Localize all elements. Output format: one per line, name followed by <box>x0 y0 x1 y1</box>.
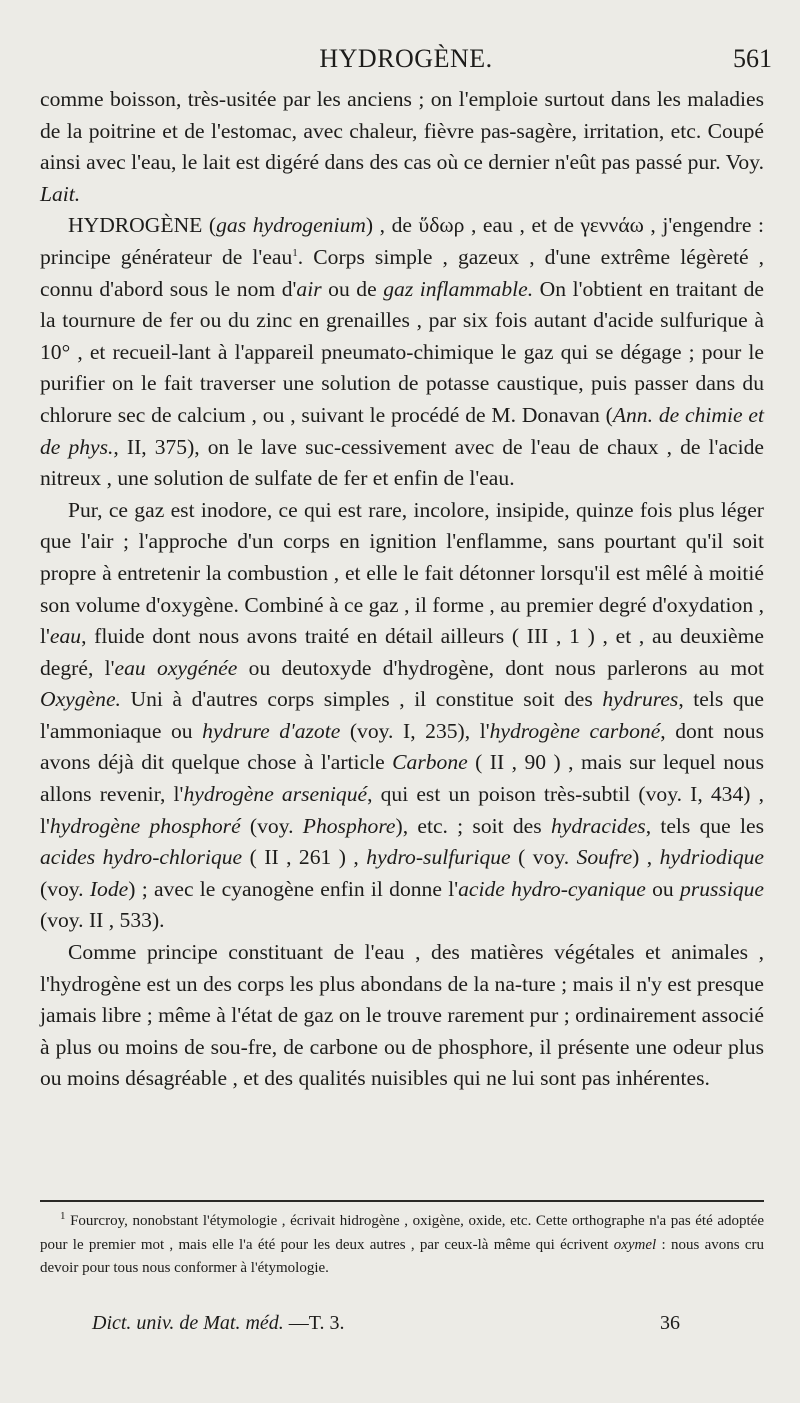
text-run: ou <box>645 876 681 901</box>
text-run: ) , de ὕδωρ , eau , et de γεννάω , j'engendre : principe générateur de l'eau <box>40 213 764 269</box>
text-run: (voy. I, 235), l' <box>340 718 490 743</box>
text-run: . Corps simple , gazeux , d'une extrême légèreté , connu d'abord sous le nom d' <box>40 244 764 301</box>
latin-name: gas hydrogenium <box>216 213 366 238</box>
paragraph-properties <box>40 495 764 937</box>
text-run: ( voy. <box>510 845 577 870</box>
text-run: , fluide dont nous avons traité en détail ailleurs ( III , 1 ) , et , au deuxième degré, l' <box>40 624 764 680</box>
italic-term: air <box>296 276 322 301</box>
text-run: ) , <box>632 845 660 870</box>
italic-term: acide hydro-cyanique <box>458 876 646 901</box>
text-run: ( II , 261 ) , <box>242 845 367 870</box>
sheet-number: 36 <box>660 1312 680 1334</box>
page-number: 561 <box>733 44 772 73</box>
cross-reference: Lait. <box>40 181 81 206</box>
italic-term: hydrures <box>602 687 679 712</box>
text-run: comme boisson, très-usitée par les anciens ; on l'emploie surtout dans les maladies de la poitrine et de l'estomac, avec chaleur, fièvre pas-sagère, irritation, etc. Coupé ainsi avec l'eau, le lait est digéré dans des cas où ce dernier n'eût pas passé pur. Voy. <box>40 87 764 175</box>
text-run: , qui est un poison très-subtil (voy. I, 434) , l' <box>40 782 764 838</box>
italic-term: Phosphore <box>302 813 396 838</box>
text-run: ou de <box>321 276 384 301</box>
text-run: On l'obtient en traitant de la tournure de fer ou du zinc en grenailles , par six fois autant d'acide sulfurique à 10° , et recueil-lant à l'appareil pneumato-chimique le gaz qui se dégage ; pour le purifier on le fait traverser une solution de potasse caustique, puis passer dans du chlorure sec de calcium , ou , suivant le procédé de M. Donavan ( <box>40 276 765 427</box>
italic-term: hydrure d'azote <box>202 718 341 743</box>
paragraph-abundance <box>40 937 764 1095</box>
italic-term: Iode <box>89 876 129 901</box>
italic-term: hydriodique <box>659 845 765 870</box>
text-run: : nous avons cru devoir pour tous nous conformer à l'étymologie. <box>40 1236 765 1276</box>
printer-signature <box>92 1312 345 1335</box>
text-run: (voy. II , 533). <box>40 908 165 933</box>
footnote-1 <box>40 1210 764 1281</box>
italic-term: eau oxygénée <box>114 655 238 680</box>
footnote-reference: 1 <box>292 246 298 259</box>
paragraph-hydrogene-entry <box>40 210 764 494</box>
footnote-divider <box>40 1200 764 1202</box>
running-title: HYDROGÈNE. <box>319 44 493 73</box>
page-footer <box>92 1312 680 1342</box>
text-run: (voy. <box>40 876 90 901</box>
text-run: , dont nous avons déjà dit quelque chose à l'article <box>40 718 764 775</box>
body-text <box>40 84 764 1095</box>
italic-term: hydro-sulfurique <box>366 845 511 870</box>
text-run: , tels que les <box>645 813 764 838</box>
text-run: , tels que l'ammoniaque ou <box>40 687 764 743</box>
text-run: Pur, ce gaz est inodore, ce qui est rare, incolore, insipide, quinze fois plus léger que l'air ; l'approche d'un corps en ignition l'enflamme, sans pourtant qu'il soit propre à entretenir la combustion , et elle le fait détonner lorsqu'il est mêlé à moitié son volume d'oxygène. Combiné à ce gaz , il forme , au premier degré d'oxydation , l' <box>40 497 764 649</box>
footnotes <box>40 1210 764 1281</box>
italic-term: prussique <box>680 876 764 901</box>
paragraph-milk-usage <box>40 84 764 210</box>
text-run: HYDROGÈNE ( <box>68 213 217 238</box>
running-head <box>40 44 772 84</box>
italic-term: Oxygène. <box>40 687 121 712</box>
text-run: Uni à d'autres corps simples , il constitue soit des <box>120 687 603 712</box>
signature-title: Dict. univ. de Mat. méd. <box>92 1312 284 1334</box>
italic-term: Soufre <box>576 845 633 870</box>
italic-term: hydrogène arseniqué <box>183 782 368 807</box>
italic-term: hydrogène phosphoré <box>49 813 241 838</box>
italic-term: Carbone <box>392 750 468 775</box>
text-run: Comme principe constituant de l'eau , des matières végétales et animales , l'hydrogène est un des corps les plus abondans de la na-ture ; mais il n'y est presque jamais libre ; même à l'état de gaz on le trouve rarement pur ; ordinairement associé à plus ou moins de sou-fre, de carbone ou de phosphore, il présente une odeur plus ou moins désagréable , et des qualités nuisibles qui ne lui sont pas inhérentes. <box>40 940 764 1091</box>
text-run: ( II , 90 ) , mais sur lequel nous allons revenir, l' <box>40 750 764 807</box>
text-run: , II, 375), on le lave suc-cessivement avec de l'eau de chaux , de l'acide nitreux , une solution de sulfate de fer et enfin de l'eau. <box>40 434 764 491</box>
italic-term: acides hydro-chlorique <box>40 845 243 870</box>
text-run: ), etc. ; soit des <box>395 813 551 838</box>
text-run: (voy. <box>240 813 303 838</box>
italic-term: gaz inflammable. <box>383 276 534 301</box>
text-run: Fourcroy, nonobstant l'étymologie , écrivait hidrogène , oxigène, oxide, etc. Cette orthographe n'a pas été adoptée pour le premier mot , mais elle l'a été pour les deux autres , par ceux-là même qui écrivent <box>40 1213 764 1253</box>
italic-term: oxymel <box>613 1236 657 1253</box>
signature-volume: —T. 3. <box>283 1312 345 1334</box>
footnote-mark: 1 <box>60 1210 66 1222</box>
text-run: ou deutoxyde d'hydrogène, dont nous parlerons au mot <box>237 655 765 680</box>
italic-term: eau <box>49 624 82 649</box>
citation: Ann. de chimie et de phys. <box>40 402 765 459</box>
italic-term: hydrogène carboné <box>489 718 661 743</box>
text-run: ) ; avec le cyanogène enfin il donne l' <box>128 876 459 901</box>
italic-term: hydracides <box>550 813 646 838</box>
